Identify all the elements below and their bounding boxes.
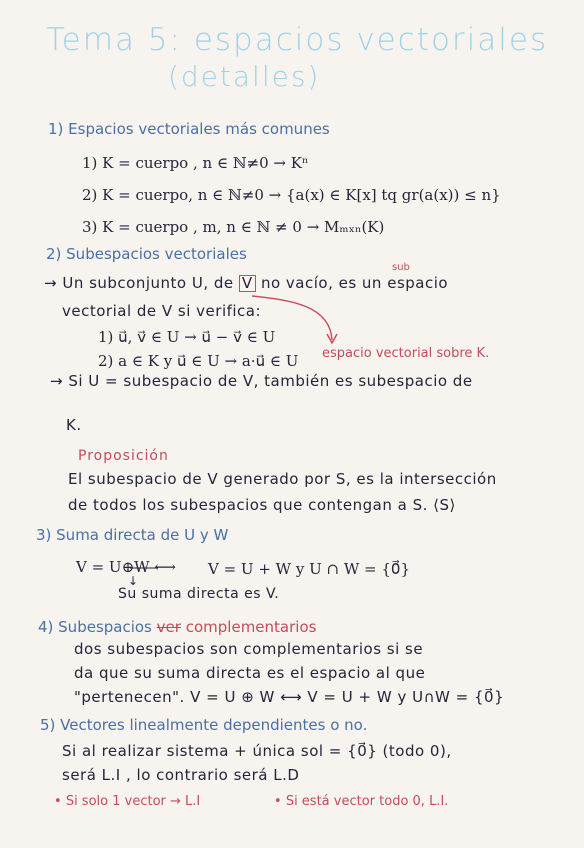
- struck-word: ver: [156, 618, 181, 636]
- sub-superscript: sub: [392, 262, 410, 273]
- section-1-item-3: 3) K = cuerpo , m, n ∈ ℕ ≠ 0 → Mₘₓₙ(K): [82, 218, 385, 236]
- subspace-note-line-1: → Si U = subespacio de V, también es subespacio de: [50, 372, 473, 390]
- independence-line-2: será L.I , lo contrario será L.D: [62, 766, 300, 784]
- section-4-heading-b: complementarios: [185, 618, 317, 636]
- bullet-dot: •: [54, 794, 62, 809]
- section-2-heading: 2) Subespacios vectoriales: [46, 245, 247, 263]
- complementary-line-2: da que su suma directa es el espacio al que: [74, 664, 426, 682]
- direct-sum-formula-left: V = U⊕W ⟷: [76, 558, 176, 576]
- subspace-note-line-2: K.: [66, 416, 82, 434]
- bullet-single-vector: [54, 794, 200, 809]
- section-5-heading: 5) Vectores linealmente dependientes o no.: [40, 716, 368, 734]
- section-1-heading: 1) Espacios vectoriales más comunes: [48, 120, 330, 138]
- proposition-line-2: de todos los subespacios que contengan a S. ⟨S⟩: [68, 496, 456, 514]
- down-arrow: ↓: [128, 574, 139, 588]
- vector-space-over-k-note: espacio vectorial sobre K.: [322, 346, 490, 361]
- section-1-item-1: 1) K = cuerpo , n ∈ ℕ≠0 → Kⁿ: [82, 154, 309, 172]
- subspace-definition-line-2: vectorial de V si verifica:: [62, 302, 262, 320]
- direct-sum-explanation: Su suma directa es V.: [118, 586, 280, 602]
- highlighted-v-box: V: [239, 275, 256, 292]
- section-1-item-2: 2) K = cuerpo, n ∈ ℕ≠0 → {a(x) ∈ K[x] tq gr(a(x)) ≤ n}: [82, 186, 501, 204]
- condition-1: 1) u⃗, v⃗ ∈ U → u⃗ − v⃗ ∈ U: [98, 328, 276, 346]
- bullet-dot: •: [274, 794, 282, 809]
- bullet-single-vector-text: Si solo 1 vector → L.I: [65, 794, 201, 809]
- complementary-line-3: "pertenecen". V = U ⊕ W ⟷ V = U + W y U∩W = {0⃗}: [74, 688, 505, 706]
- proposition-line-1: El subespacio de V generado por S, es la intersección: [68, 470, 497, 488]
- definition-text-a: → Un subconjunto U, de: [44, 274, 234, 292]
- condition-2: 2) a ∈ K y u⃗ ∈ U → a·u⃗ ∈ U: [98, 352, 299, 370]
- definition-text-b: no vacío, es un: [260, 274, 382, 292]
- subspace-definition-line-1: [44, 274, 448, 292]
- proposition-title: Proposición: [78, 448, 169, 464]
- bullet-zero-vector-text: Si está vector todo 0, L.I.: [285, 794, 449, 809]
- definition-text-c: espacio: [387, 274, 449, 292]
- direct-sum-formula-right: V = U + W y U ∩ W = {0⃗}: [208, 560, 411, 578]
- section-4-heading: [38, 618, 316, 636]
- bullet-zero-vector: [274, 794, 448, 809]
- independence-line-1: Si al realizar sistema + única sol = {0⃗} (todo 0),: [62, 742, 452, 760]
- section-4-heading-a: 4) Subespacios: [38, 618, 152, 636]
- page-subtitle: (detalles): [168, 60, 321, 93]
- page-title: Tema 5: espacios vectoriales: [46, 22, 549, 58]
- section-3-heading: 3) Suma directa de U y W: [36, 526, 229, 544]
- complementary-line-1: dos subespacios son complementarios si se: [74, 640, 424, 658]
